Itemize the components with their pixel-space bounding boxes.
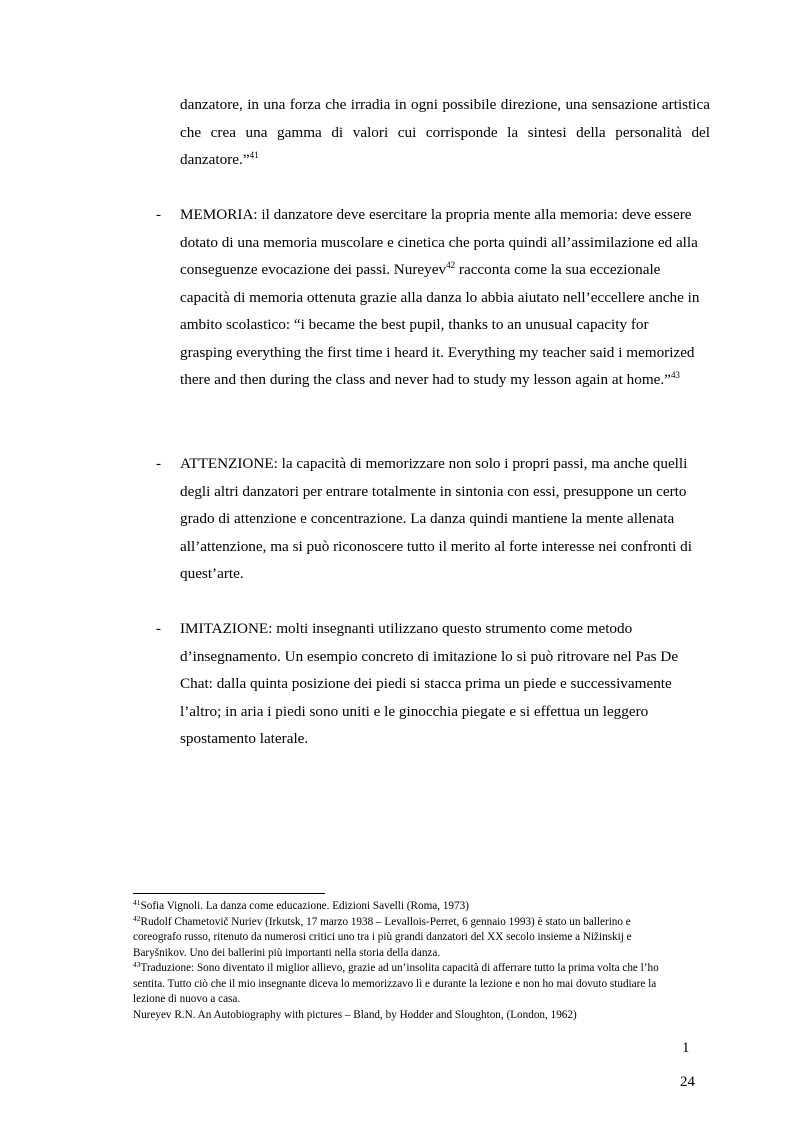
page-number: 24	[680, 1074, 695, 1090]
footnote-text: Traduzione: Sono diventato il miglior allievo, grazie ad un’insolita capacità di afferrare tutto la prima volta che l’ho sentita. Tutto ciò che il mio insegnante diceva lo memorizzavo lì e durante la lezione e non ho mai dovuto studiare la lezione di nuovo a casa.	[133, 962, 659, 1005]
footnote-43	[133, 961, 673, 1008]
footnote-42	[133, 915, 673, 962]
footnote-number: 42	[133, 913, 141, 923]
footnote-ref-42[interactable]: 42	[446, 260, 456, 270]
footnote-reference: Nureyev R.N. An Autobiography with pictures – Bland, by Hodder and Sloughton, (London, 1962)	[133, 1008, 577, 1021]
bullet-text-imitazione: IMITAZIONE: molti insegnanti utilizzano questo strumento come metodo d’insegnamento. Un esempio concreto di imitazione lo si può ritrovare nel Pas De Chat: dalla quinta posizione dei piedi si stacca prima un piede e successivamente l’altro; in aria i piedi sono uniti e le ginocchia piegate e si effettua un leggero spostamento laterale.	[180, 620, 679, 747]
footnote-text: Sofia Vignoli. La danza come educazione. Edizioni Savelli (Roma, 1973)	[140, 900, 469, 912]
memoria-text-part1: MEMORIA: il danzatore deve esercitare la propria mente alla memoria: deve essere dotato di una memoria muscolare e cinetica che porta quindi all’assimilazione ed alla conseguenze evocazione dei passi. Nureyev	[180, 206, 698, 278]
bullet-marker: -	[156, 455, 162, 472]
footnotes	[133, 899, 673, 1023]
bullet-marker: -	[156, 620, 162, 637]
bullet-marker: -	[156, 206, 162, 223]
bullet-text-memoria	[180, 201, 700, 394]
footnote-ref-43[interactable]: 43	[670, 370, 680, 380]
footnote-text: Rudolf Chametovič Nuriev (Irkutsk, 17 marzo 1938 – Levallois-Perret, 6 gennaio 1993) è stato un ballerino e coreografo russo, ritenuto da numerosi critici uno tra i più grandi danzatori del XX secolo insieme a Nižinskij e Baryšnikov. Uno dei ballerini più importanti nella storia della danza.	[133, 915, 632, 959]
memoria-text-part2: racconta come la sua eccezionale capacità di memoria ottenuta grazie alla danza lo abbia aiutato nell’eccellere anche in ambito scolastico: “i became the best pupil, thanks to an unusual capacity for grasping everything the first time i heard it. Everything my teacher said i memorized there and then during the class and never had to study my lesson again at home.”	[180, 261, 700, 388]
footnote-number: 43	[133, 960, 141, 969]
footnote-number: 41	[133, 898, 141, 907]
footnote-ref-41[interactable]: 41	[249, 150, 259, 160]
page-number-inner: 1	[682, 1040, 690, 1056]
continued-paragraph	[180, 91, 710, 174]
footnote-separator	[133, 893, 325, 894]
continued-paragraph-text: danzatore, in una forza che irradia in ogni possibile direzione, una sensazione artistica che crea una gamma di valori cui corrisponde la sintesi della personalità del danzatore.”	[180, 96, 710, 168]
footnote-41	[133, 899, 673, 915]
bullet-text-attenzione: ATTENZIONE: la capacità di memorizzare non solo i propri passi, ma anche quelli degli altri danzatori per entrare totalmente in sintonia con essi, presuppone un certo grado di attenzione e concentrazione. La danza quindi mantiene la mente allenata all’attenzione, ma si può riconoscere tutto il merito al forte interesse nei confronti di quest’arte.	[180, 455, 692, 582]
